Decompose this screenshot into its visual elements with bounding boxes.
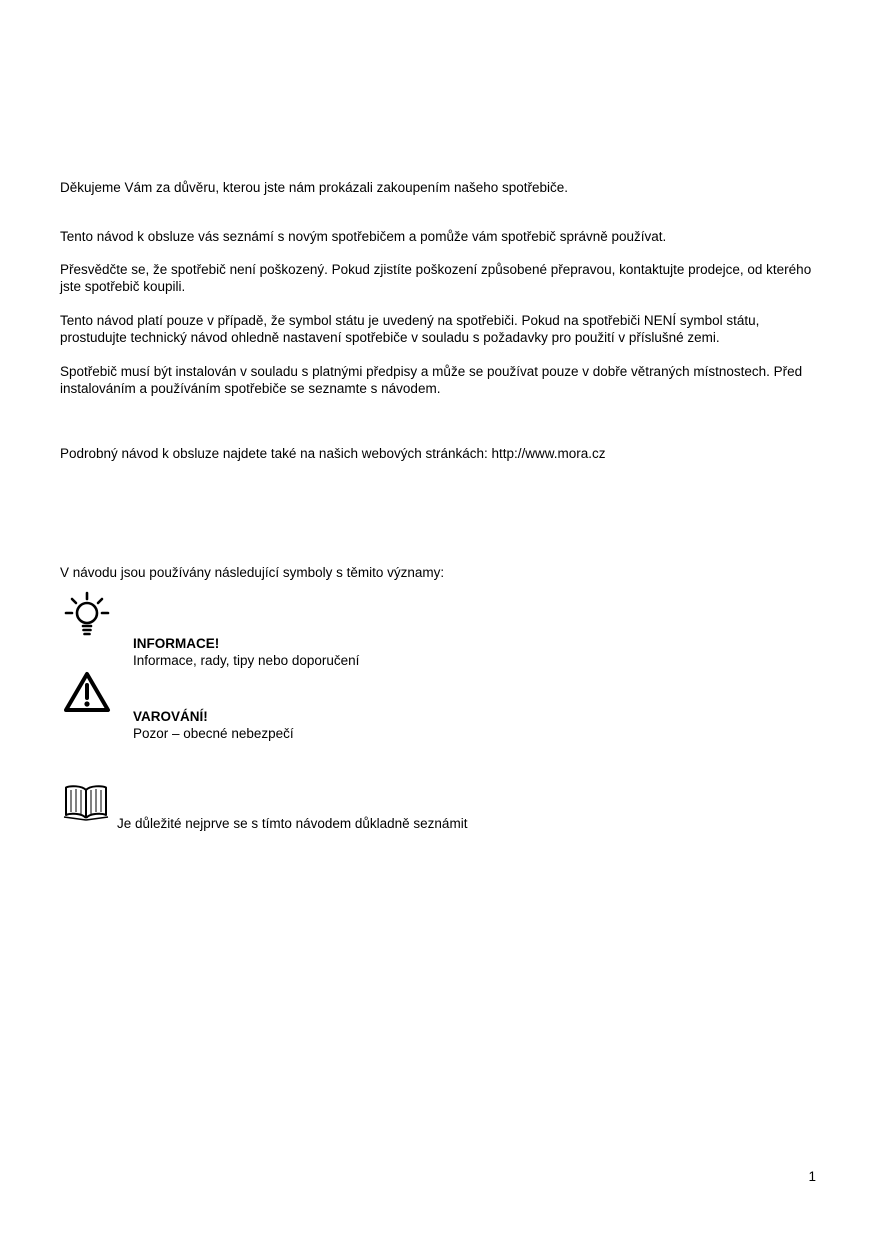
lightbulb-icon (62, 591, 112, 643)
manual-symbol-description: Je důležité nejprve se s tímto návodem důkladně seznámit (117, 816, 468, 831)
warning-symbol-text (133, 708, 294, 742)
paragraph-damage-check: Přesvědčte se, že spotřebič není poškozený. Pokud zjistíte poškození způsobené přepravou, kontaktujte prodejce, od kterého jste spotřebič koupili. (60, 262, 812, 294)
page-number: 1 (808, 1169, 816, 1184)
open-book-icon (62, 782, 110, 822)
info-symbol-title: INFORMACE! (133, 636, 220, 651)
paragraph-symbols-intro: V návodu jsou používány následující symboly s těmito významy: (60, 565, 445, 580)
info-symbol-description: Informace, rady, tipy nebo doporučení (133, 653, 360, 668)
paragraph-thanks: Děkujeme Vám za důvěru, kterou jste nám prokázali zakoupením našeho spotřebiče. (60, 180, 569, 195)
warning-symbol-description: Pozor – obecné nebezpečí (133, 726, 294, 741)
info-symbol-text (133, 635, 359, 669)
paragraph-country-symbol: Tento návod platí pouze v případě, že symbol státu je uvedený na spotřebiči. Pokud na spotřebiči NENÍ symbol státu, prostudujte technický návod ohledně nastavení spotřebiče v souladu s požadavky pro použití v příslušné zemi. (60, 313, 760, 345)
warning-symbol-title: VAROVÁNÍ! (133, 709, 208, 724)
warning-triangle-icon (62, 670, 112, 714)
paragraph-manual-intro: Tento návod k obsluze vás seznámí s novým spotřebičem a pomůže vám spotřebič správně používat. (60, 229, 667, 244)
paragraph-website: Podrobný návod k obsluze najdete také na našich webových stránkách: http://www.mora.cz (60, 446, 606, 461)
paragraph-installation: Spotřebič musí být instalován v souladu s platnými předpisy a může se používat pouze v dobře větraných místnostech. Před instalováním a používáním spotřebiče se seznamte s návodem. (60, 364, 803, 396)
